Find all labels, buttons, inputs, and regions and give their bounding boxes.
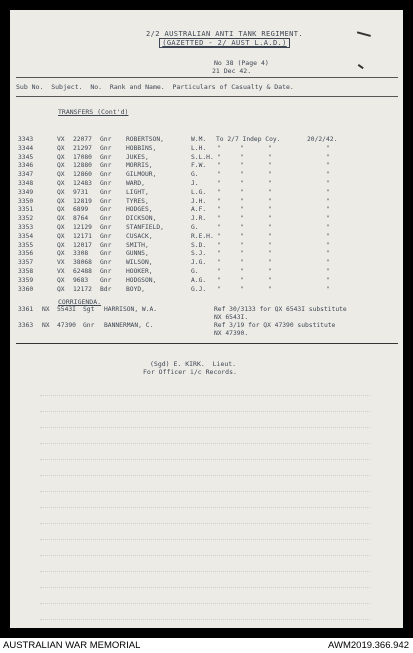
ditto-mark: " xyxy=(326,259,330,267)
cell-rank: Gnr xyxy=(100,171,112,179)
ditto-mark: " xyxy=(326,241,330,249)
cell-pre: QX xyxy=(57,224,65,231)
ditto-mark: " xyxy=(217,232,221,240)
bleed-through-line xyxy=(40,555,370,557)
cell-init: L.H. xyxy=(191,144,207,152)
bleed-through-line xyxy=(40,491,370,493)
footer-institution: AUSTRALIAN WAR MEMORIAL xyxy=(3,640,141,651)
ditto-mark: " xyxy=(240,276,244,284)
cell-name: GUNNS, xyxy=(126,250,149,258)
ditto-mark: " xyxy=(217,268,221,275)
cell-svc: 5543I xyxy=(57,306,76,313)
ditto-mark: " xyxy=(326,180,330,187)
cell-line2: NX 47390. xyxy=(214,330,249,337)
cell-svc: 9731 xyxy=(73,188,89,196)
cell-svc: 17080 xyxy=(73,153,92,161)
bleed-through-line xyxy=(40,411,370,413)
ditto-mark: " xyxy=(268,215,272,223)
cell-init: J.G. xyxy=(191,259,207,267)
footer-bar xyxy=(0,638,413,653)
bleed-through-line xyxy=(40,523,370,525)
cell-init: S.D. xyxy=(191,241,207,249)
cell-init: A.F. xyxy=(191,206,207,214)
cell-sub: 3351 xyxy=(18,206,34,214)
divider xyxy=(16,96,398,97)
ditto-mark: " xyxy=(268,250,272,258)
bleed-through-line xyxy=(40,507,370,509)
ditto-mark: " xyxy=(268,206,272,214)
cell-rank: Gnr xyxy=(100,241,112,249)
cell-name: HODGES, xyxy=(126,206,153,214)
footer-catalogue-id: AWM2019.366.942 xyxy=(328,640,409,651)
cell-svc: 6899 xyxy=(73,206,89,214)
ditto-mark: " xyxy=(240,171,244,179)
ditto-mark: " xyxy=(268,180,272,187)
cell-rank: Gnr xyxy=(100,215,112,223)
cell-svc: 12172 xyxy=(73,285,92,293)
ditto-mark: " xyxy=(326,153,330,161)
cell-svc: 22077 xyxy=(73,136,92,143)
cell-sub: 3354 xyxy=(18,232,34,240)
cell-pre: QX xyxy=(57,180,65,187)
bleed-through-line xyxy=(40,619,370,621)
ditto-mark: " xyxy=(217,215,221,223)
ditto-mark: " xyxy=(326,232,330,240)
subunit-heading xyxy=(28,39,403,47)
cell-sub: 3346 xyxy=(18,162,34,170)
cell-name: STANFIELD, xyxy=(126,224,164,231)
ditto-mark: " xyxy=(326,224,330,231)
cell-sub: 3361 xyxy=(18,306,34,313)
cell-name: ROBERTSON, xyxy=(126,136,164,143)
cell-name: HARRISON, W.A. xyxy=(104,306,158,313)
ditto-mark: " xyxy=(240,285,244,293)
bleed-through-line xyxy=(40,539,370,541)
ditto-mark: " xyxy=(240,153,244,161)
cell-pre: VX xyxy=(57,268,65,275)
ditto-mark: " xyxy=(217,276,221,284)
cell-name: GILMOUR, xyxy=(126,171,157,179)
ditto-mark: " xyxy=(240,232,244,240)
cell-sub: 3352 xyxy=(18,215,34,223)
ditto-mark: " xyxy=(240,180,244,187)
cell-init: S.L.H. xyxy=(191,153,214,161)
cell-svc: 12483 xyxy=(73,180,92,187)
cell-init: G. xyxy=(191,224,199,231)
cell-init: S.J. xyxy=(191,250,207,258)
ditto-mark: " xyxy=(240,224,244,231)
ditto-mark: " xyxy=(240,215,244,223)
cell-svc: 62488 xyxy=(73,268,92,275)
divider xyxy=(16,77,398,78)
ditto-mark: " xyxy=(240,206,244,214)
cell-init: F.W. xyxy=(191,162,207,170)
bleed-through-line xyxy=(40,459,370,461)
order-number: No 38 (Page 4) xyxy=(214,59,269,67)
cell-init: G. xyxy=(191,171,199,179)
transfer-particulars: To 2/7 Indep Coy. 20/2/42. xyxy=(216,136,338,143)
bleed-through-line xyxy=(40,603,370,605)
column-headers: Sub No. Subject. No. Rank and Name. Particulars of Casualty & Date. xyxy=(16,83,294,91)
ditto-mark: " xyxy=(217,144,221,152)
cell-pre: QX xyxy=(57,206,65,214)
cell-sub: 3357 xyxy=(18,259,34,267)
ditto-mark: " xyxy=(268,259,272,267)
cell-sub: 3356 xyxy=(18,250,34,258)
ditto-mark: " xyxy=(268,162,272,170)
ditto-mark: " xyxy=(240,197,244,205)
ditto-mark: " xyxy=(240,162,244,170)
cell-svc: 8764 xyxy=(73,215,89,223)
cell-sub: 3347 xyxy=(18,171,34,179)
cell-pre: VX xyxy=(57,259,65,267)
divider xyxy=(16,343,398,344)
ditto-mark: " xyxy=(217,206,221,214)
cell-rank: Bdr xyxy=(100,285,112,293)
cell-line1: Ref 3/19 for QX 47390 substitute xyxy=(214,322,336,329)
cell-name: LIGHT, xyxy=(126,188,149,196)
ditto-mark: " xyxy=(240,144,244,152)
cell-svc: 9683 xyxy=(73,276,89,284)
ditto-mark: " xyxy=(326,285,330,293)
ditto-mark: " xyxy=(217,250,221,258)
ditto-mark: " xyxy=(217,162,221,170)
cell-name: HOOKER, xyxy=(126,268,153,275)
cell-pre: QX xyxy=(57,188,65,196)
cell-name: MORRIS, xyxy=(126,162,153,170)
ditto-mark: " xyxy=(268,224,272,231)
cell-svc: 12819 xyxy=(73,197,92,205)
cell-pre: QX xyxy=(57,241,65,249)
cell-init: J.H. xyxy=(191,197,207,205)
cell-pre: QX xyxy=(57,250,65,258)
cell-rank: Gnr xyxy=(100,276,112,284)
cell-pre: QX xyxy=(57,215,65,223)
ditto-mark: " xyxy=(217,188,221,196)
cell-pre: NX xyxy=(42,306,50,313)
ditto-mark: " xyxy=(326,171,330,179)
cell-sub: 3355 xyxy=(18,241,34,249)
cell-svc: 3308 xyxy=(73,250,89,258)
ditto-mark: " xyxy=(268,232,272,240)
ditto-mark: " xyxy=(326,144,330,152)
transfers-heading: TRANSFERS (Cont'd) xyxy=(58,108,129,116)
cell-rank: Gnr xyxy=(100,136,112,143)
cell-rank: Gnr xyxy=(100,250,112,258)
cell-svc: 12017 xyxy=(73,241,92,249)
cell-sub: 3345 xyxy=(18,153,34,161)
cell-svc: 12860 xyxy=(73,171,92,179)
cell-pre: QX xyxy=(57,171,65,179)
ditto-mark: " xyxy=(326,197,330,205)
cell-rank: Gnr xyxy=(100,268,112,275)
cell-sub: 3363 xyxy=(18,322,34,329)
unit-heading: 2/2 AUSTRALIAN ANTI TANK REGIMENT. xyxy=(146,30,303,38)
cell-rank: Gnr xyxy=(100,232,112,240)
bleed-through-line xyxy=(40,427,370,429)
cell-name: WILSON, xyxy=(126,259,153,267)
cell-name: BOYD, xyxy=(126,285,145,293)
cell-svc: 38068 xyxy=(73,259,92,267)
cell-pre: QX xyxy=(57,144,65,152)
cell-svc: 21297 xyxy=(73,144,92,152)
cell-name: DICKSON, xyxy=(126,215,157,223)
cell-name: BANNERMAN, C. xyxy=(104,322,154,329)
cell-sub: 3350 xyxy=(18,197,34,205)
cell-init: G. xyxy=(191,268,199,275)
ditto-mark: " xyxy=(217,153,221,161)
cell-init: G.J. xyxy=(191,285,207,293)
cell-name: HODGSON, xyxy=(126,276,157,284)
ditto-mark: " xyxy=(268,144,272,152)
cell-init: A.G. xyxy=(191,276,207,284)
cell-line2: NX 6543I. xyxy=(214,314,249,321)
cell-rank: Gnr xyxy=(100,188,112,196)
cell-name: JUKES, xyxy=(126,153,149,161)
cell-rank: Gnr xyxy=(100,206,112,214)
ditto-mark: " xyxy=(217,259,221,267)
bleed-through-line xyxy=(40,587,370,589)
ditto-mark: " xyxy=(326,162,330,170)
cell-init: W.M. xyxy=(191,136,207,143)
cell-name: WARD, xyxy=(126,180,145,187)
ditto-mark: " xyxy=(217,224,221,231)
cell-svc: 12129 xyxy=(73,224,92,231)
ditto-mark: " xyxy=(217,197,221,205)
cell-pre: QX xyxy=(57,276,65,284)
cell-line1: Ref 30/3133 for QX 6543I substitute xyxy=(214,306,347,313)
cell-init: J. xyxy=(191,180,199,187)
ditto-mark: " xyxy=(268,241,272,249)
cell-rank: Gnr xyxy=(100,180,112,187)
cell-svc: 12880 xyxy=(73,162,92,170)
cell-name: TYRES, xyxy=(126,197,149,205)
bleed-through-line xyxy=(40,571,370,573)
bleed-through-line xyxy=(40,395,370,397)
order-date: 21 Dec 42. xyxy=(212,67,252,75)
cell-sub: 3353 xyxy=(18,224,34,231)
cell-sub: 3343 xyxy=(18,136,34,143)
cell-pre: QX xyxy=(57,232,65,240)
cell-name: HOBBINS, xyxy=(126,144,157,152)
cell-rank: Gnr xyxy=(100,153,112,161)
ditto-mark: " xyxy=(268,268,272,275)
ditto-mark: " xyxy=(217,285,221,293)
cell-rank: Gnr xyxy=(83,322,95,329)
cell-name: SMITH, xyxy=(126,241,149,249)
ditto-mark: " xyxy=(326,250,330,258)
cell-rank: Gnr xyxy=(100,162,112,170)
cell-init: J.R. xyxy=(191,215,207,223)
cell-pre: QX xyxy=(57,162,65,170)
cell-pre: QX xyxy=(57,285,65,293)
ditto-mark: " xyxy=(326,215,330,223)
cell-svc: 12171 xyxy=(73,232,92,240)
cell-sub: 3358 xyxy=(18,268,34,275)
cell-sub: 3348 xyxy=(18,180,34,187)
ditto-mark: " xyxy=(217,241,221,249)
cell-rank: Gnr xyxy=(100,144,112,152)
cell-pre: QX xyxy=(57,153,65,161)
pen-mark xyxy=(354,64,364,74)
signature-title: For Officer i/c Records. xyxy=(143,368,237,376)
bleed-through-line xyxy=(40,443,370,445)
ditto-mark: " xyxy=(240,241,244,249)
ditto-mark: " xyxy=(326,268,330,275)
ditto-mark: " xyxy=(240,268,244,275)
cell-init: R.E.H. xyxy=(191,232,214,240)
cell-sub: 3344 xyxy=(18,144,34,152)
ditto-mark: " xyxy=(217,180,221,187)
cell-rank: Gnr xyxy=(100,259,112,267)
ditto-mark: " xyxy=(268,171,272,179)
bleed-through-line xyxy=(40,475,370,477)
cell-sub: 3360 xyxy=(18,285,34,293)
ditto-mark: " xyxy=(268,153,272,161)
ditto-mark: " xyxy=(268,285,272,293)
cell-name: CUSACK, xyxy=(126,232,153,240)
cell-pre: VX xyxy=(57,136,65,143)
ditto-mark: " xyxy=(240,259,244,267)
ditto-mark: " xyxy=(326,276,330,284)
cell-svc: 47390 xyxy=(57,322,76,329)
corrigenda-heading: CORRIGENDA. xyxy=(58,298,102,306)
ditto-mark: " xyxy=(268,188,272,196)
cell-rank: Sgt xyxy=(83,306,95,313)
cell-pre: QX xyxy=(57,197,65,205)
subunit-heading-text: (GAZETTED - 2/ AUST L.A.D.) xyxy=(159,38,290,48)
ditto-mark: " xyxy=(326,206,330,214)
cell-sub: 3349 xyxy=(18,188,34,196)
cell-sub: 3359 xyxy=(18,276,34,284)
ditto-mark: " xyxy=(240,188,244,196)
ditto-mark: " xyxy=(268,197,272,205)
signature-line: (Sgd) E. KIRK. Lieut. xyxy=(150,360,237,368)
cell-rank: Gnr xyxy=(100,224,112,231)
ditto-mark: " xyxy=(268,276,272,284)
cell-pre: NX xyxy=(42,322,50,329)
document-page xyxy=(10,10,403,628)
ditto-mark: " xyxy=(217,171,221,179)
cell-init: L.G. xyxy=(191,188,207,196)
cell-rank: Gnr xyxy=(100,197,112,205)
ditto-mark: " xyxy=(326,188,330,196)
ditto-mark: " xyxy=(240,250,244,258)
